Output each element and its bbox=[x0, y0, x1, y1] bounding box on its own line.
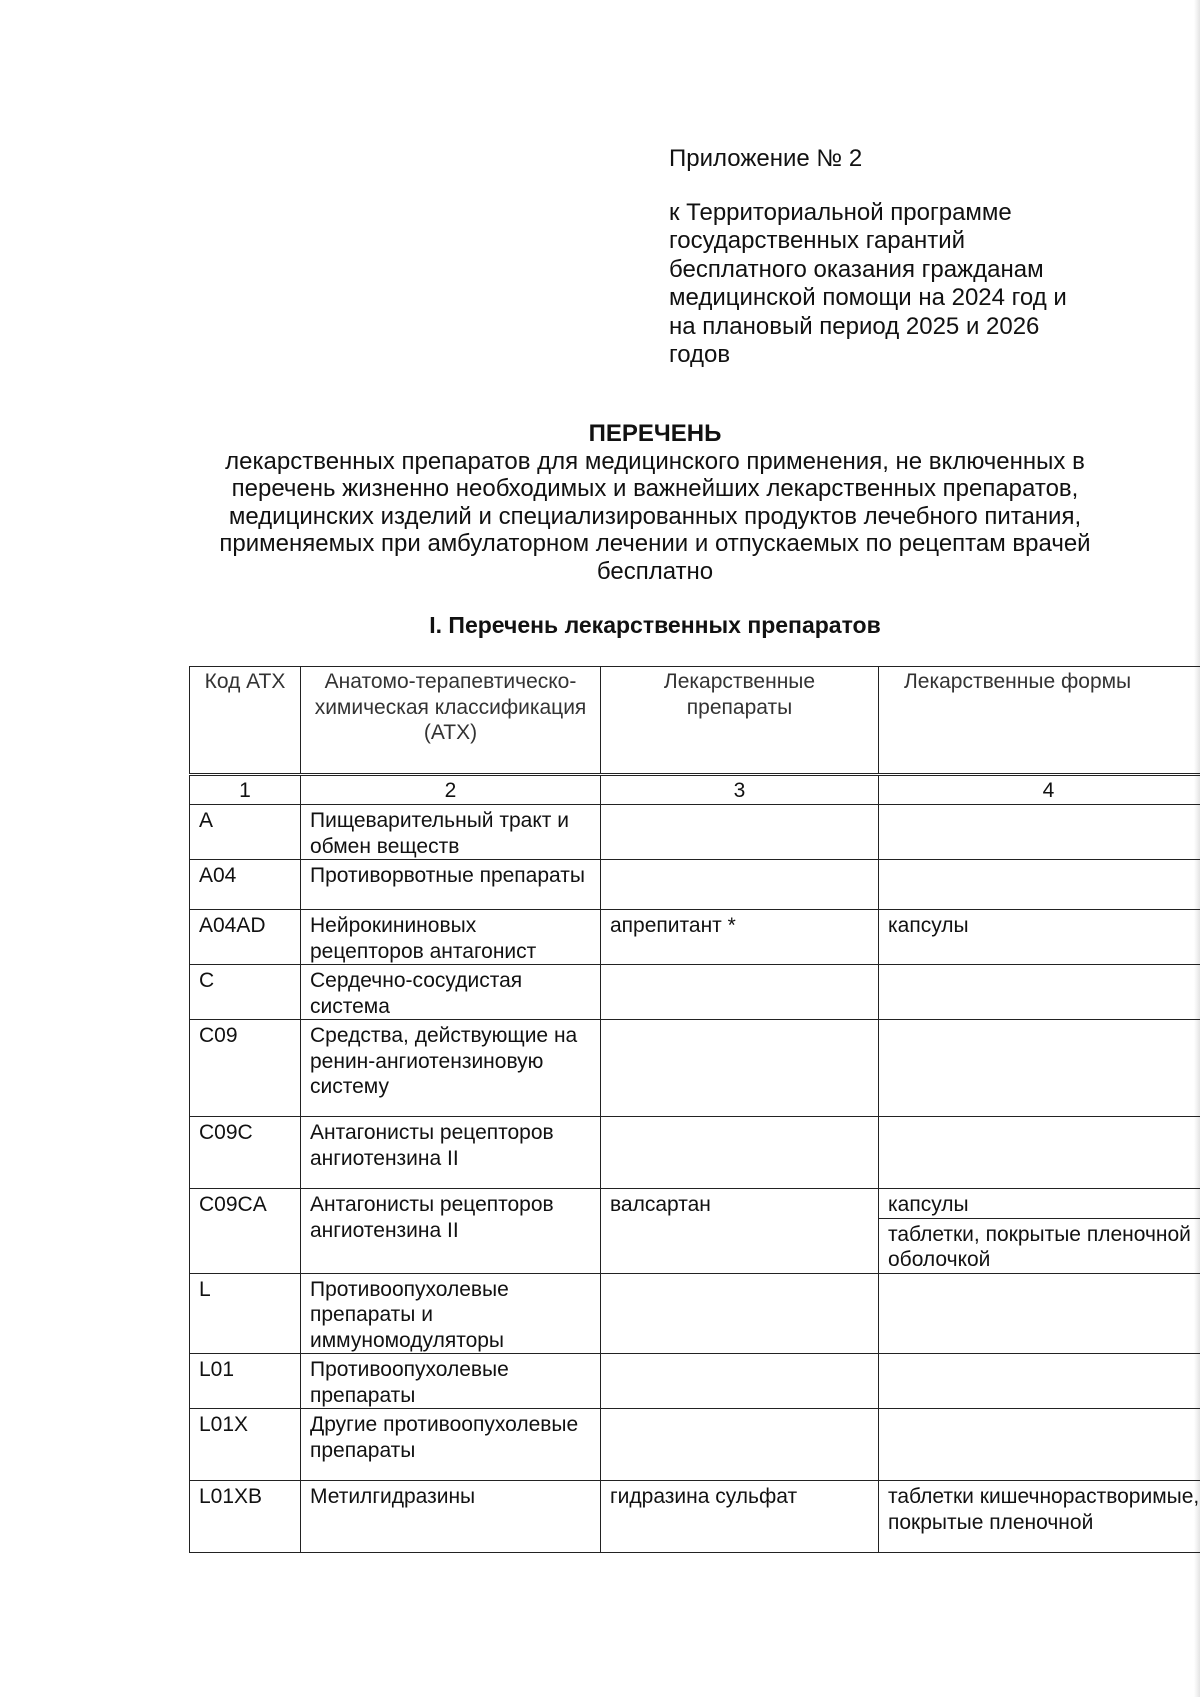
column-number: 1 bbox=[190, 775, 301, 805]
dosage-forms-cell bbox=[879, 1273, 1200, 1354]
table-row bbox=[190, 910, 1200, 965]
dosage-form: таблетки, покрытые пленочной оболочкой bbox=[879, 1218, 1200, 1273]
table-row bbox=[190, 1354, 1200, 1409]
atc-code-cell: C09CA bbox=[190, 1189, 301, 1274]
atc-code-cell: C bbox=[190, 965, 301, 1020]
atc-code-cell: A bbox=[190, 805, 301, 860]
dosage-forms-cell bbox=[879, 1189, 1200, 1274]
drug-name-cell: апрепитант * bbox=[601, 910, 879, 965]
atc-code-cell: L01X bbox=[190, 1409, 301, 1481]
document-heading bbox=[190, 420, 1120, 585]
table-row bbox=[190, 1409, 1200, 1481]
drug-name-cell: гидразина сульфат bbox=[601, 1481, 879, 1553]
drug-name-cell bbox=[601, 860, 879, 910]
classification-cell: Средства, действующие на ренин-ангиотензиновую систему bbox=[301, 1020, 601, 1117]
classification-cell: Противоопухолевые препараты bbox=[301, 1354, 601, 1409]
drug-table-container bbox=[189, 666, 1200, 1553]
column-number: 3 bbox=[601, 775, 879, 805]
atc-code-cell: L01 bbox=[190, 1354, 301, 1409]
header-classification: Анатомо-терапевтическо-химическая классификация (АТХ) bbox=[301, 667, 601, 775]
table-row bbox=[190, 1020, 1200, 1117]
classification-cell: Другие противоопухолевые препараты bbox=[301, 1409, 601, 1481]
classification-cell: Антагонисты рецепторов ангиотензина II bbox=[301, 1117, 601, 1189]
appendix-block bbox=[669, 145, 1089, 370]
dosage-forms-cell bbox=[879, 1117, 1200, 1189]
drug-name-cell bbox=[601, 1409, 879, 1481]
dosage-forms-cell bbox=[879, 860, 1200, 910]
drug-name-cell bbox=[601, 805, 879, 860]
table-row bbox=[190, 965, 1200, 1020]
table-row bbox=[190, 1481, 1200, 1553]
table-row bbox=[190, 805, 1200, 860]
classification-cell: Пищеварительный тракт и обмен веществ bbox=[301, 805, 601, 860]
table-body bbox=[190, 775, 1200, 1553]
dosage-form: таблетки кишечнорастворимые, покрытые пленочной bbox=[888, 1485, 1200, 1534]
appendix-number: Приложение № 2 bbox=[669, 145, 863, 172]
atc-code-cell: C09C bbox=[190, 1117, 301, 1189]
drug-name-cell bbox=[601, 1117, 879, 1189]
atc-code-cell: A04AD bbox=[190, 910, 301, 965]
classification-cell: Нейрокининовых рецепторов антагонист bbox=[301, 910, 601, 965]
section-title: I. Перечень лекарственных препаратов bbox=[429, 612, 881, 638]
table-row bbox=[190, 1189, 1200, 1274]
classification-cell: Сердечно-сосудистая система bbox=[301, 965, 601, 1020]
document-title: ПЕРЕЧЕНЬ bbox=[588, 420, 722, 447]
dosage-forms-cell bbox=[879, 965, 1200, 1020]
dosage-forms-cell bbox=[879, 1020, 1200, 1117]
header-code: Код АТХ bbox=[190, 667, 301, 775]
drug-name-cell bbox=[601, 1354, 879, 1409]
dosage-forms-cell bbox=[879, 910, 1200, 965]
dosage-form: капсулы bbox=[888, 1193, 969, 1216]
header-drug: Лекарственные препараты bbox=[601, 667, 879, 775]
appendix-text: к Территориальной программе государственных гарантий бесплатного оказания гражданам медицинской помощи на 2024 год и на плановый период 2025 и 2026 годов bbox=[669, 198, 1067, 368]
table-header-row bbox=[190, 667, 1200, 775]
classification-cell: Противоопухолевые препараты и иммуномодуляторы bbox=[301, 1273, 601, 1354]
classification-cell: Антагонисты рецепторов ангиотензина II bbox=[301, 1189, 601, 1274]
drug-name-cell bbox=[601, 1020, 879, 1117]
drug-table bbox=[189, 666, 1200, 1553]
atc-code-cell: C09 bbox=[190, 1020, 301, 1117]
column-number: 2 bbox=[301, 775, 601, 805]
classification-cell: Противорвотные препараты bbox=[301, 860, 601, 910]
dosage-form: капсулы bbox=[888, 914, 969, 937]
table-row bbox=[190, 1117, 1200, 1189]
drug-name-cell bbox=[601, 965, 879, 1020]
atc-code-cell: A04 bbox=[190, 860, 301, 910]
dosage-forms-cell bbox=[879, 1409, 1200, 1481]
classification-cell: Метилгидразины bbox=[301, 1481, 601, 1553]
table-row bbox=[190, 860, 1200, 910]
atc-code-cell: L01XB bbox=[190, 1481, 301, 1553]
column-number: 4 bbox=[879, 775, 1200, 805]
table-row bbox=[190, 1273, 1200, 1354]
dosage-forms-cell bbox=[879, 1481, 1200, 1553]
dosage-forms-cell bbox=[879, 1354, 1200, 1409]
document-subtitle: лекарственных препаратов для медицинского применения, не включенных в перечень жизненно необходимых и важнейших лекарственных препаратов, медицинских изделий и специализированных продуктов лечебного питания, применяемых при амбулаторном лечении и отпускаемых по рецептам врачей бесплатно bbox=[219, 447, 1091, 585]
atc-code-cell: L bbox=[190, 1273, 301, 1354]
dosage-forms-cell bbox=[879, 805, 1200, 860]
drug-name-cell bbox=[601, 1273, 879, 1354]
drug-name-cell: валсартан bbox=[601, 1189, 879, 1274]
column-number-row bbox=[190, 775, 1200, 805]
header-forms: Лекарственные формы bbox=[879, 667, 1200, 775]
